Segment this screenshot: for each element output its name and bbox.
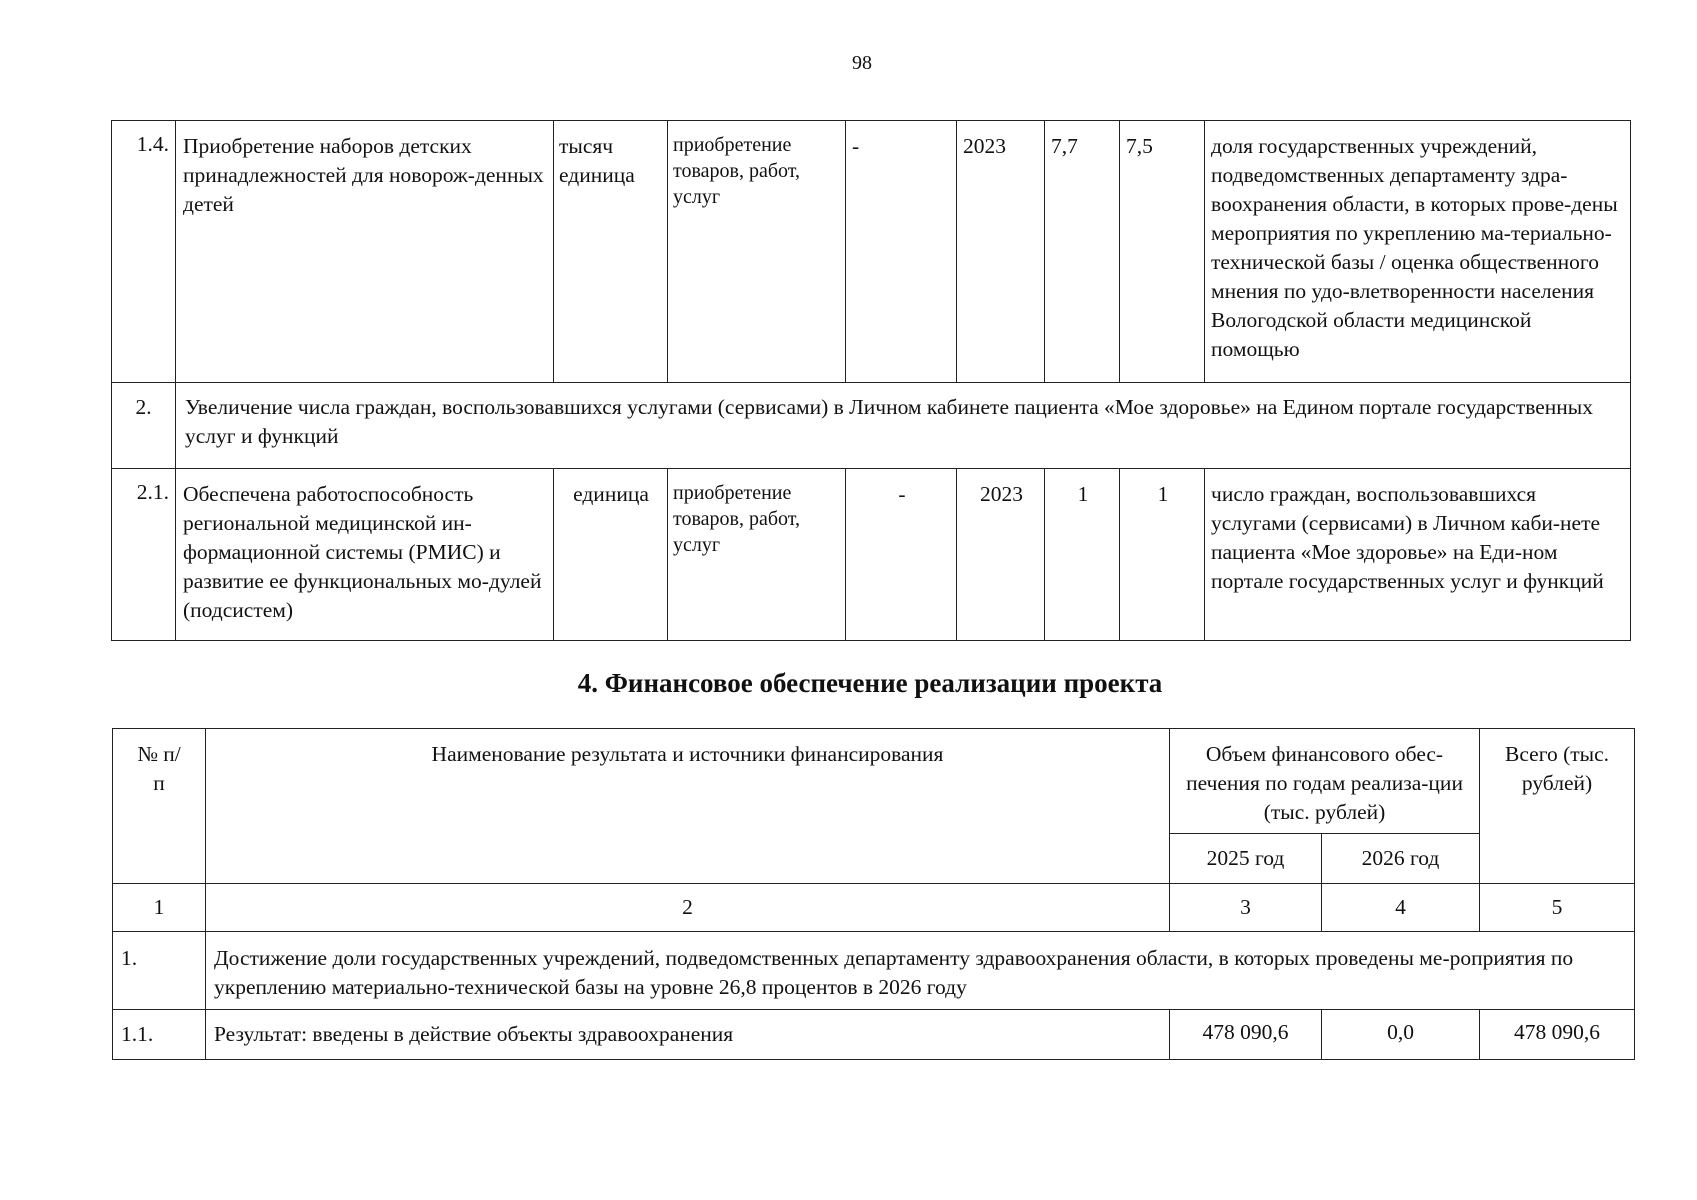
value-1: 1 <box>1045 469 1120 641</box>
indicator-link: доля государственных учреждений, подведомственных департаменту здра-воохранения области, в которых прове-дены мероприятия по укреплению ма-териально-технической базы / оценка общественного мнения по удо-влетворенности населения Вологодской области медицинской помощью <box>1205 121 1631 383</box>
table-row <box>112 383 1631 469</box>
table-row <box>112 469 1631 641</box>
header-volume: Объем финансового обес-печения по годам реализа-ции (тыс. рублей) <box>1170 729 1480 834</box>
value-2: 7,5 <box>1120 121 1205 383</box>
row-number: 1.4. <box>112 121 176 383</box>
value-2: 1 <box>1120 469 1205 641</box>
results-table <box>111 120 1631 641</box>
table-row <box>112 121 1631 383</box>
task-title: Увеличение числа граждан, воспользовавшихся услугами (сервисами) в Личном кабинете пациента «Мое здоровье» на Едином портале государственных услуг и функций <box>176 383 1631 469</box>
column-numbers-row <box>113 884 1635 932</box>
column-number: 1 <box>113 884 206 932</box>
header-name: Наименование результата и источники финансирования <box>206 729 1170 884</box>
row-number: 2. <box>112 383 176 469</box>
result-name: Результат: введены в действие объекты здравоохранения <box>206 1010 1170 1060</box>
page-number: 98 <box>852 52 872 74</box>
base-value: - <box>846 121 957 383</box>
header-year-2026: 2026 год <box>1322 834 1480 884</box>
financing-table <box>112 728 1635 1060</box>
header-total: Всего (тыс. рублей) <box>1480 729 1635 884</box>
amount-2026: 0,0 <box>1322 1010 1480 1060</box>
result-type: приобретение товаров, работ, услуг <box>668 469 846 641</box>
base-year: 2023 <box>957 121 1045 383</box>
column-number: 3 <box>1170 884 1322 932</box>
table-row <box>113 1010 1635 1060</box>
base-value: - <box>846 469 957 641</box>
row-number: 2.1. <box>112 469 176 641</box>
section-title: 4. Финансовое обеспечение реализации проекта <box>577 668 1163 698</box>
table-row <box>113 932 1635 1010</box>
column-number: 5 <box>1480 884 1635 932</box>
unit-of-measure: тысяч единица <box>554 121 668 383</box>
column-number: 4 <box>1322 884 1480 932</box>
base-year: 2023 <box>957 469 1045 641</box>
row-number: 1. <box>113 932 206 1010</box>
amount-2025: 478 090,6 <box>1170 1010 1322 1060</box>
header-row <box>113 729 1635 834</box>
result-name: Обеспечена работоспособность региональной медицинской ин-формационной системы (РМИС) и развитие ее функциональных мо-дулей (подсистем) <box>176 469 554 641</box>
header-number: № п/п <box>113 729 206 884</box>
column-number: 2 <box>206 884 1170 932</box>
goal-title: Достижение доли государственных учреждений, подведомственных департаменту здравоохранения области, в которых проведены ме-роприятия по укреплению материально-технической базы на уровне 26,8 процентов в 2026 году <box>206 932 1635 1010</box>
header-year-2025: 2025 год <box>1170 834 1322 884</box>
unit-of-measure: единица <box>554 469 668 641</box>
indicator-link: число граждан, воспользовавшихся услугами (сервисами) в Личном каби-нете пациента «Мое здоровье» на Еди-ном портале государственных услуг и функций <box>1205 469 1631 641</box>
amount-total: 478 090,6 <box>1480 1010 1635 1060</box>
result-type: приобретение товаров, работ, услуг <box>668 121 846 383</box>
value-1: 7,7 <box>1045 121 1120 383</box>
row-number: 1.1. <box>113 1010 206 1060</box>
result-name: Приобретение наборов детских принадлежностей для новорож-денных детей <box>176 121 554 383</box>
